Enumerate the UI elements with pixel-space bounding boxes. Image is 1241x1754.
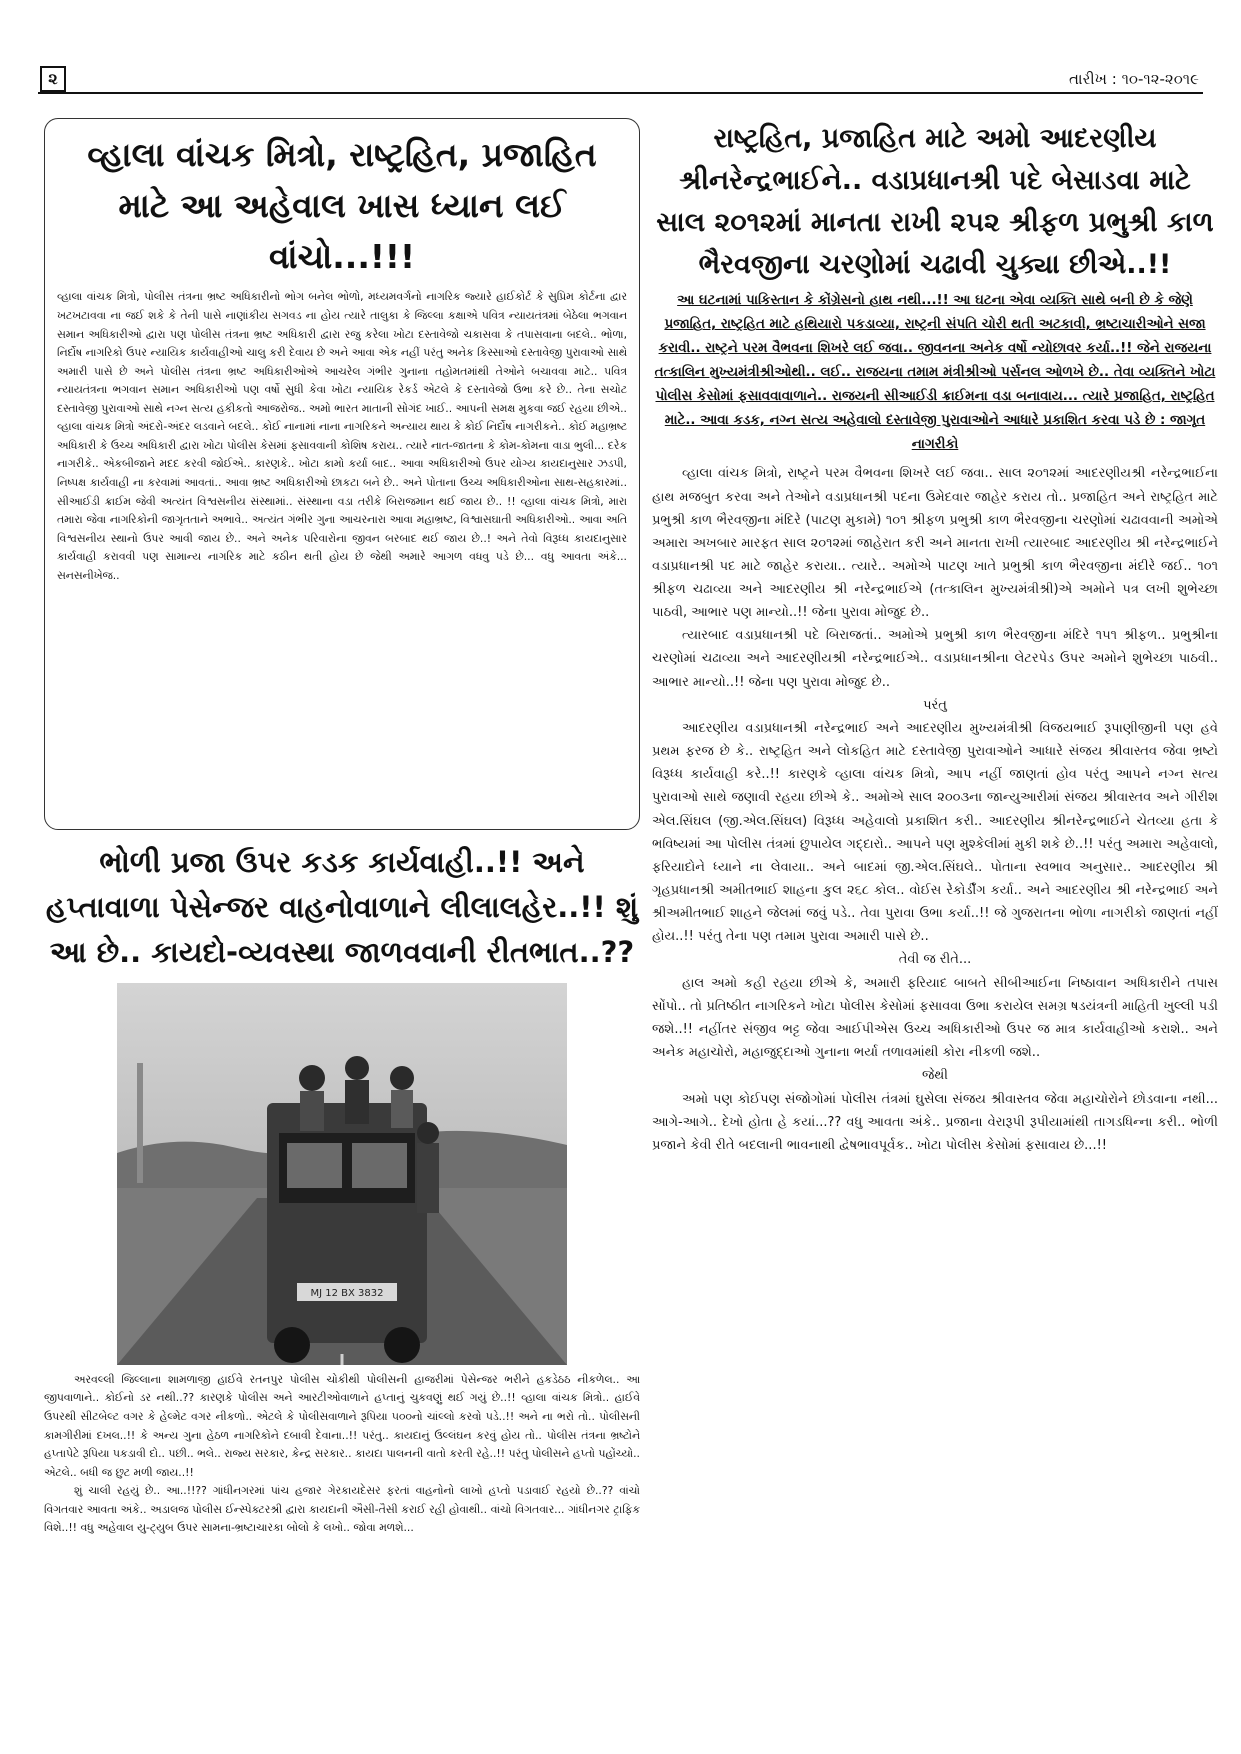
jeep-photo-image — [117, 983, 567, 1365]
main-article — [652, 118, 1218, 1728]
section-marker-jethi: જેથી — [922, 1068, 948, 1084]
jeep-story — [44, 840, 640, 1538]
plate-number: MJ 12 BX 3832 — [310, 1287, 384, 1299]
section-marker-parantu: પરંતુ — [923, 697, 947, 713]
main-article-subhead: આ ઘટનામાં પાકિસ્તાન કે કોંગ્રેસનો હાથ નથી...!! આ ઘટના એવા વ્યક્તિ સાથે બની છે કે જેણે પ્રજાહિત, રાષ્ટ્રહિત માટે હથિયારો પકડાવ્યા, રાષ્ટ્રની સંપતિ ચોરી થતી અટકાવી, ભ્રષ્ટાચારીઓને સજા કરાવી.. રાષ્ટ્રને પરમ વૈભવના શિખરે લઈ જવા.. જીવનના અનેક વર્ષો ન્યોછાવર કર્યા..!! જેને રાજયના તત્કાલિન મુખ્યમંત્રીશ્રીઓથી.. લઈ.. રાજયના તમામ મંત્રીશ્રીઓ પર્સનલ ઓળખે છે.. તેવા વ્યક્તિને ખોટા પોલીસ કેસોમાં ફસાવવાવાળાને.. રાજયની સીઆઈડી ક્રાઈમના વડા બનાવાય... ત્યારે પ્રજાહિત, રાષ્ટ્રહિત માટે.. આવા કડક, નગ્ન સત્ય અહેવાલો દસ્તાવેજી પુરાવાઓને આધારે પ્રકાશિત કરવા પડે છે : જાગૃત નાગરીકો — [654, 293, 1216, 452]
header-rule — [38, 92, 1203, 94]
reader-appeal-box — [44, 118, 640, 830]
issue-date: તારીખ : ૧૦-૧૨-૨૦૧૯ — [1068, 70, 1199, 88]
main-article-headline: રાષ્ટ્રહિત, પ્રજાહિત માટે અમો આદરણીય શ્રીનરેન્દ્રભાઈને.. વડાપ્રધાનશ્રી પદે બેસાડવા માટે સાલ ૨૦૧૨માં માનતા રાખી ૨૫૨ શ્રીફળ પ્રભુશ્રી કાળ ભૈરવજીના ચરણોમાં ચઢાવી ચુક્યા છીએ..!! — [656, 123, 1214, 280]
gandhinagar-note: શું ચાલી રહયું છે.. આ..!!?? ગાંધીનગરમાં પાંચ હજાર ગેરકાયદેસર ફરતાં વાહનોનો લાખો હપ્તો પડાવાઈ રહયો છે..?? વાંચો વિગતવાર આવતા અંકે.. અડાલજ પોલીસ ઈન્સ્પેક્ટરશ્રી દ્વારા કાયદાની ઐસી-તૈસી કરાઈ રહી હોવાથી.. વાંચો વિગતવાર... ગાંધીનગર ટ્રાફિક વિશે..!! વધુ અહેવાલ યુ-ટ્યુબ ઉપર સામના-ભ્રષ્ટાચારકા બોલો કે લખો.. જોવા મળશે... — [44, 1484, 640, 1535]
main-article-para-3: આદરણીય વડાપ્રધાનશ્રી નરેન્દ્રભાઈ અને આદરણીય મુખ્યમંત્રીશ્રી વિજયભાઈ રૂપાણીજીની પણ હવે પ્રથમ ફરજ છે કે.. રાષ્ટ્રહિત અને લોકહિત માટે દસ્તાવેજી પુરાવાઓને આધારે સંજય શ્રીવાસ્તવ જેવા ભ્રષ્ટો વિરૂધ્ધ કાર્યવાહી કરે..!! કારણકે વ્હાલા વાંચક મિત્રો, આપ નહીં જાણતાં હોવ પરંતુ આપને નગ્ન સત્ય પુરાવાઓ સાથે જણાવી રહયા છીએ કે.. અમોએ સાલ ૨૦૦૩ના જાન્યુઆરીમાં સંજય શ્રીવાસ્તવ અને ગીરીશ એલ.સિંઘલ (જી.એલ.સિંઘલ) વિરૂધ્ધ અહેવાલો પ્રકાશિત કરી.. આદરણીય શ્રીનરેન્દ્રભાઈને ચેતવ્યા હતા કે ભવિષ્યમાં આ પોલીસ તંત્રમાં છુપાયેલ ગદ્દારો.. આપને પણ મુશ્કેલીમાં મુકી શકે છે..!! પરંતુ અમારા અહેવાલો, ફરિયાદોને ધ્યાને ના લેવાયા.. અને બાદમાં જી.એલ.સિંઘલે.. પોતાના સ્વભાવ અનુસાર.. આદરણીય શ્રી ગૃહપ્રધાનશ્રી અમીતભાઈ શાહના કુલ ૨૬૮ કોલ.. વોઈસ રેકોર્ડીંગ કર્યા.. અને આદરણીય શ્રી નરેન્દ્રભાઈ અને શ્રીઅમીતભાઈ શાહને જેલમાં જવું પડે.. તેવા પુરાવા ઉભા કર્યા..!! જે ગુજરાતના ભોળા નાગરીકો જાણતાં નહીં હોય..!! પરંતુ તેના પણ તમામ પુરાવા અમારી પાસે છે.. — [652, 721, 1218, 945]
page-number: ૨ — [40, 66, 66, 92]
jeep-photo — [117, 983, 567, 1365]
main-article-para-5: અમો પણ કોઈપણ સંજોગોમાં પોલીસ તંત્રમાં ઘુસેલા સંજય શ્રીવાસ્તવ જેવા મહાચોરોને છોડવાના નથી... આગે-આગે.. દેખો હોતા હે કયાં...?? વધુ આવતા અંકે.. પ્રજાના વેરારૂપી રૂપીયામાંથી તાગડધિન્ના કરી.. ભોળી પ્રજાને કેવી રીતે બદલાની ભાવનાથી દ્વેષભાવપૂર્વક.. ખોટા પોલીસ કેસોમાં ફસાવાય છે...!! — [652, 1091, 1218, 1153]
jeep-story-headline: ભોળી પ્રજા ઉપર કડક કાર્યવાહી..!! અને હપ્તાવાળા પેસેન્જર વાહનોવાળાને લીલાલહેર..!! શું આ છે.. કાયદો-વ્યવસ્થા જાળવવાની રીતભાત..?? — [45, 845, 639, 969]
reader-appeal-body: વ્હાલા વાંચક મિત્રો, પોલીસ તંત્રના ભ્રષ્ટ અધિકારીનો ભોગ બનેલ ભોળો, મધ્યમવર્ગનો નાગરિક જ્યારે હાઈકોર્ટ કે સુપ્રિમ કોર્ટના દ્વાર ખટખટાવવા ના જઈ શકે કે તેની પાસે નાણાંકીય સગવડ ના હોય ત્યારે તાલુકા કે જિલ્લા કક્ષાએ પવિત્ર ન્યાયતંત્રમાં બેઠેલા ભગવાન સમાન અધિકારીઓ દ્વારા પણ પોલીસ તંત્રના ભ્રષ્ટ અધિકારી દ્વારા રજુ કરેલા ખોટા દસ્તાવેજો ચકાસવા કે તપાસવાના બદલે.. ભોળા, નિર્દોષ નાગરિકો ઉપર ન્યાયિક કાર્યવાહીઓ ચાલુ કરી દેવાય છે અને આવા એક નહીં પરંતુ અનેક કિસ્સાઓ દસ્તાવેજી પુરાવાઓ સાથે અમારી પાસે છે અને પોલીસ તંત્રના ભ્રષ્ટ અધિકારીઓએ આચરેલ ગંભીર ગુનાના તહોમતમાંથી તેઓને બચાવવા માટે.. પવિત્ર ન્યાયતંત્રના ભગવાન સમાન અધિકારીઓ પણ વર્ષો સુધી કેવા ખોટા ન્યાયિક રેકર્ડ એટલે કે દસ્તાવેજો ઉભા કરે છે.. તેના સચોટ દસ્તાવેજી પુરાવાઓ સાથે નગ્ન સત્ય હકીકતો આજરોજ.. અમો ભારત માતાની સોગંદ ખાઈ.. આપની સમક્ષ મુકવા જઈ રહયા છીએ.. વ્હાલા વાંચક મિત્રો અંદરો-અંદર લડવાને બદલે.. કોઈ નાનામાં નાના નાગરિકને અન્યાય થાય કે કોઈ નિર્દોષ નાગરીકને.. કોઈ મહાભ્રષ્ટ અધિકારી કે ઉચ્ચ અધિકારી દ્વારા ખોટા પોલીસ કેસમાં ફસાવવાની કોશિષ કરાય.. ત્યારે નાત-જાતના કે કોમ-કોમના વાડા ભુલી... દરેક નાગરીકે.. એકબીજાને મદદ કરવી જોઈએ.. કારણકે.. ખોટા કામો કર્યા બાદ.. આવા અધિકારીઓ ઉપર યોગ્ય કાયદાનુસાર ઝડપી, નિષ્પક્ષ કાર્યવાહી ના કરવામાં આવતાં.. આવા ભ્રષ્ટ અધિકારીઓ છાકટા બને છે.. અને પોતાના ઉચ્ચ અધિકારીઓના સાથ-સહકારમાં.. સીઆઈડી ક્રાઈમ જેવી અત્યંત વિશ્વસનીય સંસ્થામાં.. સંસ્થાના વડા તરીકે બિરાજમાન થઈ જાય છે.. !! વ્હાલા વાંચક મિત્રો, મારા તમારા જેવા નાગરિકોની જાગૃતતાને અભાવે.. અત્યંત ગંભીર ગુના આચરનારા આવા મહાભ્રષ્ટ, વિશ્વાસઘાતી અધિકારીઓ.. આવા અતિ વિશ્વસનીય સ્થાનો ઉપર આવી જાય છે.. અને અનેક પરિવારોના જીવન બરબાદ થઈ જાય છે..! અને તેવો વિરૂધ્ધ કાયદાનુસાર કાર્યવાહી કરાવવી પણ સામાન્ય નાગરિક માટે કઠીન થતી હોય છે જેથી અમારે આગળ વધવુ પડે છે... વધુ આવતા અંકે... સનસનીખેજ.. — [57, 290, 627, 582]
main-article-para-2: ત્યારબાદ વડાપ્રધાનશ્રી પદે બિરાજતાં.. અમોએ પ્રભુશ્રી કાળ ભૈરવજીના મંદિરે ૧૫૧ શ્રીફળ.. પ્રભુશ્રીના ચરણોમાં ચઢાવ્યા અને આદરણીયશ્રી નરેન્દ્રભાઈએ.. વડાપ્રધાનશ્રીના લેટરપેડ ઉપર અમોને શુભેચ્છા પાઠવી.. આભાર માન્યો..!! જેના પણ પુરાવા મોજુદ છે.. — [652, 628, 1218, 690]
main-article-para-4: હાલ અમો કહી રહયા છીએ કે, અમારી ફરિયાદ બાબતે સીબીઆઈના નિષ્ઠાવાન અધિકારીને તપાસ સોંપો.. તો પ્રતિષ્ઠીત નાગરિકને ખોટા પોલીસ કેસોમાં ફસાવવા ઉભા કરાયેલ સમગ્ર ષડયંત્રની માહિતી ખુલ્લી પડી જશે..!! નહીંતર સંજીવ ભટ્ટ જેવા આઈપીએસ ઉચ્ચ અધિકારીઓ ઉપર જ માત્ર કાર્યવાહીઓ કરાશે.. અને અનેક મહાચોરો, મહાજુદ્દાઓ ગુનાના ભર્યા તળાવમાંથી કોરા નીકળી જશે.. — [652, 975, 1218, 1061]
main-article-para-1: વ્હાલા વાંચક મિત્રો, રાષ્ટ્રને પરમ વૈભવના શિખરે લઈ જવા.. સાલ ૨૦૧૨માં આદરણીયશ્રી નરેન્દ્રભાઈના હાથ મજબુત કરવા અને તેઓને વડાપ્રધાનશ્રી પદના ઉમેદવાર જાહેર કરાય તો.. પ્રજાહિત અને રાષ્ટ્રહિત માટે પ્રભુશ્રી કાળ ભૈરવજીના મંદિરે (પાટણ મુકામે) ૧૦૧ શ્રીફળ પ્રભુશ્રી કાળ ભૈરવજીના ચરણોમાં ચઢાવવાની અમોએ અમારા અખબાર મારફત સાલ ૨૦૧૨માં જાહેરાત કરી અને માનતા રાખી ત્યારબાદ આદરણીય શ્રી નરેન્દ્રભાઈને વડાપ્રધાનશ્રી પદ માટે જાહેર કરાયા.. ત્યારે.. અમોએ પાટણ ખાતે પ્રભુશ્રી કાળ ભૈરવજીના મંદીરે જઈ.. ૧૦૧ શ્રીફળ ચઢાવ્યા અને આદરણીય શ્રી નરેન્દ્રભાઈએ (તત્કાલિન મુખ્યમંત્રીશ્રી)એ અમોને પત્ર લખી શુભેચ્છા પાઠવી, આભાર પણ માન્યો..!! જેના પુરાવા મોજુદ છે.. — [652, 466, 1218, 621]
jeep-photo-caption: અરવલ્લી જિલ્લાના શામળાજી હાઈવે રતનપુર પોલીસ ચોકીથી પોલીસની હાજરીમાં પેસેન્જર ભરીને હકડેઠઠ નીકળેલ.. આ જીપવાળાને.. કોઈનો ડર નથી..?? કારણકે પોલીસ અને આરટીઓવાળાને હપ્તાનું ચુકવણું થઈ ગયું છે..!! વ્હાલા વાંચક મિત્રો.. હાઈવે ઉપરથી સીટબેલ્ટ વગર કે હેલ્મેટ વગર નીકળો.. એટલે કે પોલીસવાળાને રૂપિયા ૫૦૦નો ચાંલ્લો કરવો પડે..!! અને ના ભરો તો.. પોલીસની કામગીરીમાં દખલ..!! કે અન્ય ગુના હેઠળ નાગરિકોને દબાવી દેવાના..!! પરંતુ.. કાયદાનું ઉલ્લંઘન કરવું હોય તો.. પોલીસ તંત્રના ભ્રષ્ટોને હપ્તાપેટે રૂપિયા પકડાવી દો.. પછી.. ભલે.. રાજ્ય સરકાર, કેન્દ્ર સરકાર.. કાયદા પાલનની વાતો કરતી રહે..!! પરંતુ પોલીસને હપ્તો પહોંચ્યો.. એટલે.. બધી જ છુટ મળી જાય..!! — [44, 1372, 640, 1479]
reader-appeal-headline: વ્હાલા વાંચક મિત્રો, રાષ્ટ્રહિત, પ્રજાહિત માટે આ અહેવાલ ખાસ ધ્યાન લઈ વાંચો...!!! — [87, 135, 597, 277]
section-marker-tevi-j: તેવી જ રીતે... — [898, 952, 972, 968]
